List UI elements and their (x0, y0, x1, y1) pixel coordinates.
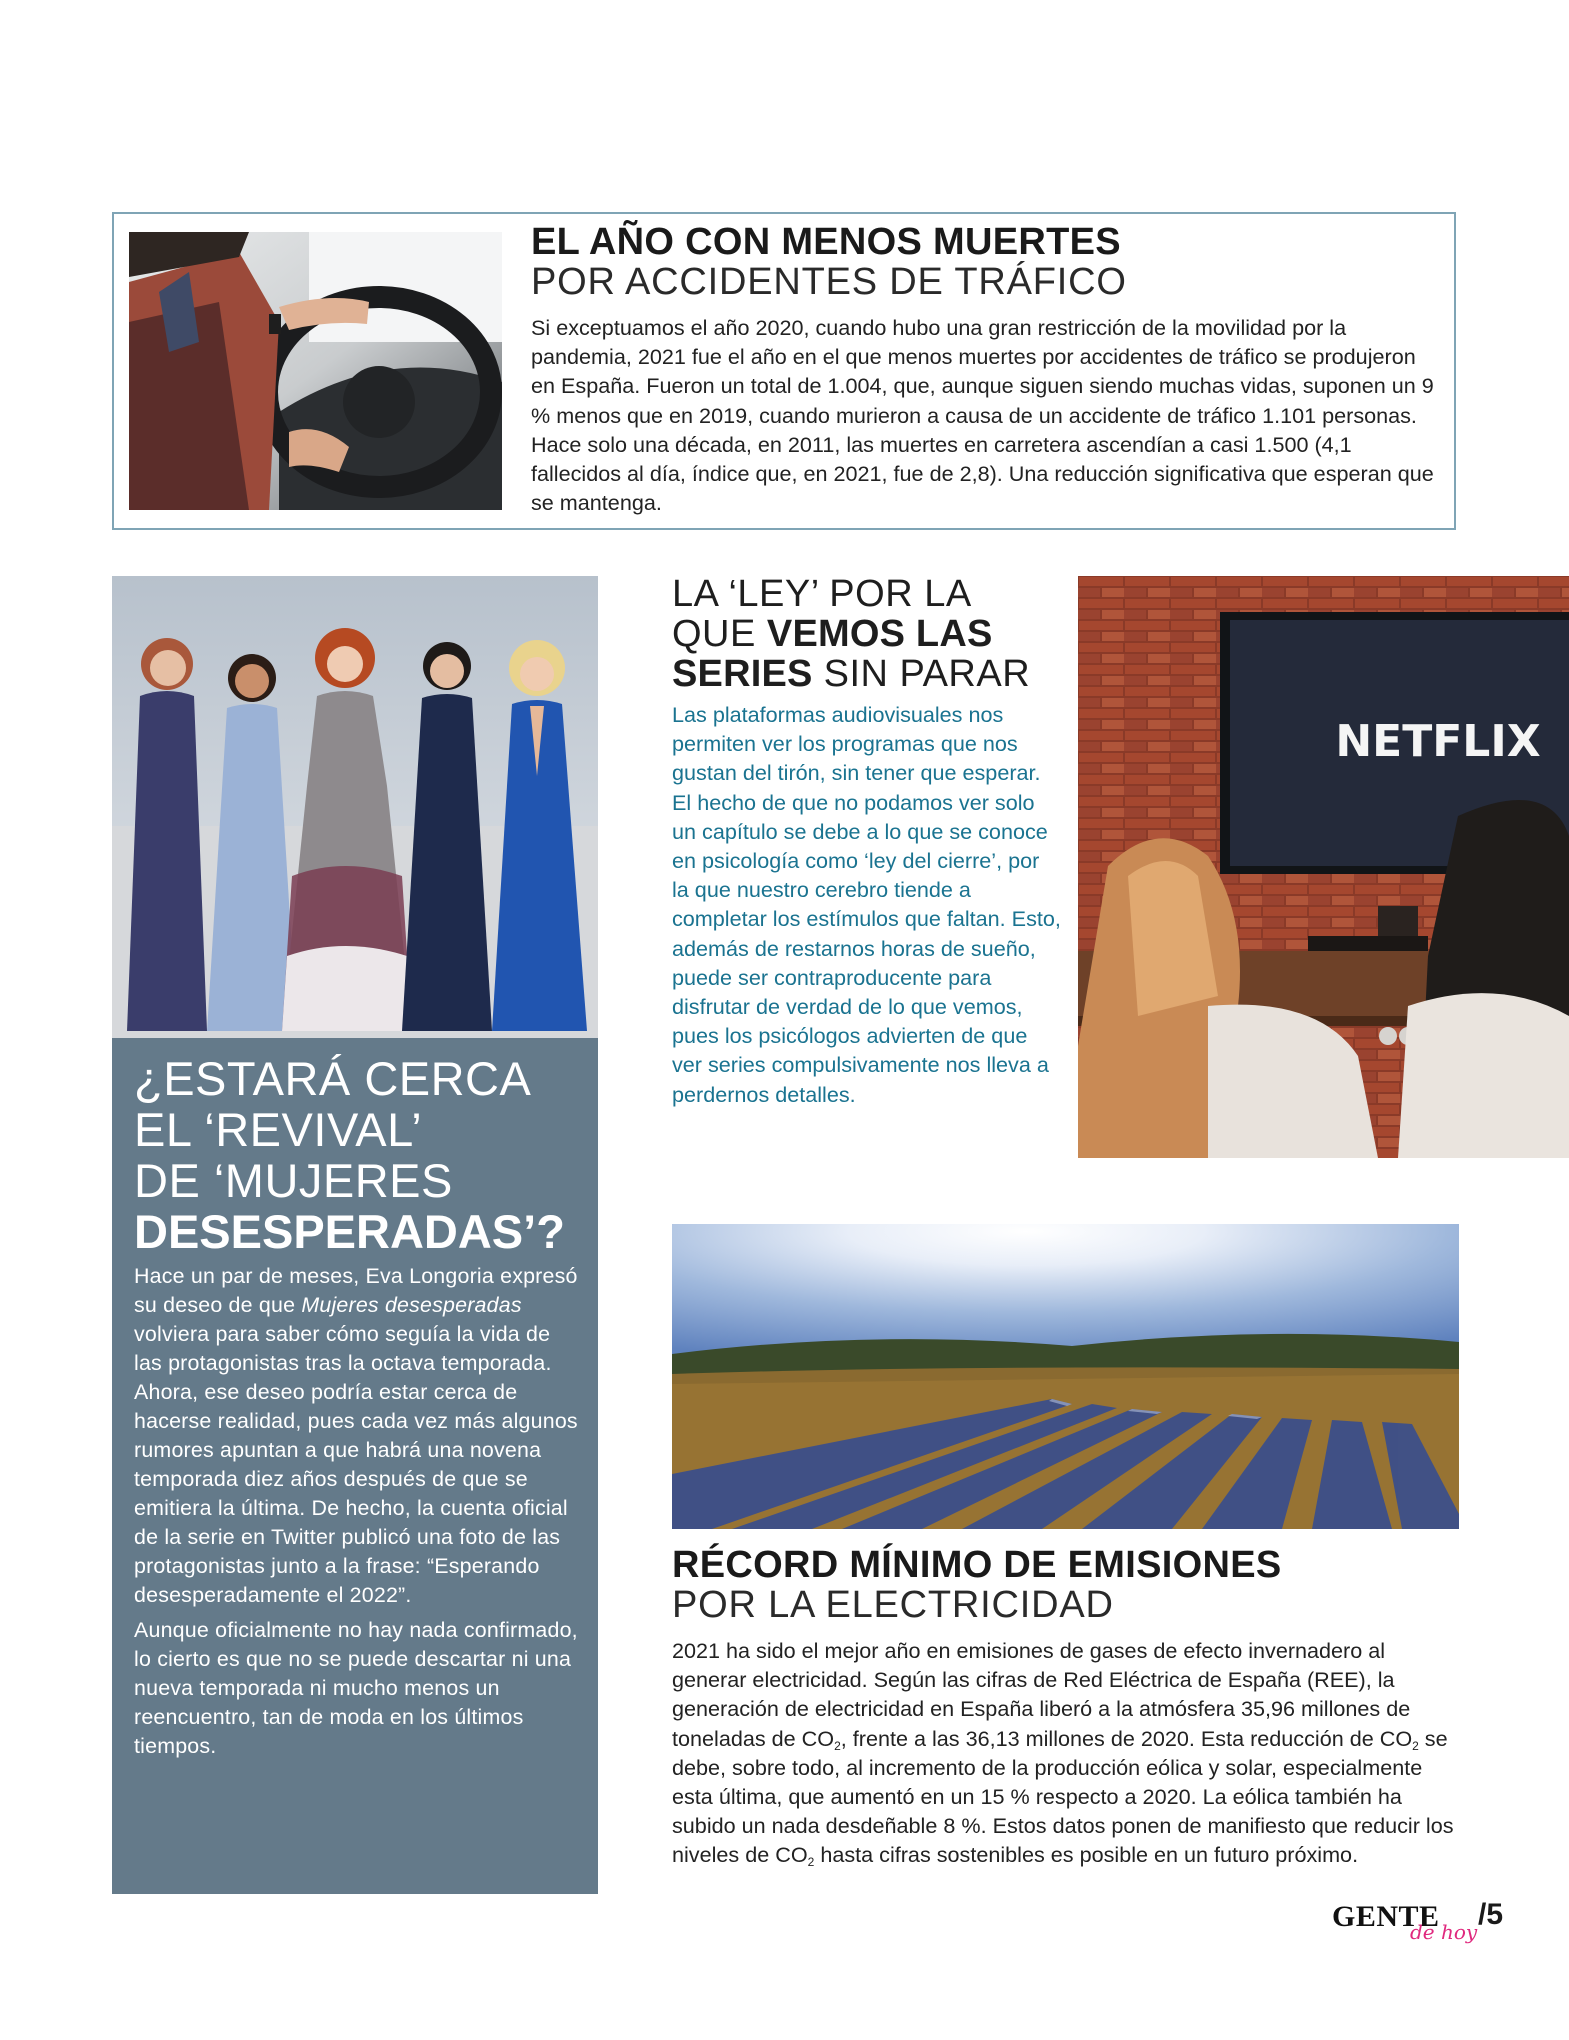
emisiones-headline (672, 1545, 1462, 1625)
mujeres-headline (134, 1053, 584, 1257)
magazine-brand-logo: GENTE (1332, 1900, 1440, 1933)
mujeres-body-text (134, 1262, 584, 1767)
mujeres-paragraph-2: Aunque oficialmente no hay nada confirmado, lo cierto es que no se puede descartar ni una nueva temporada ni mucho menos un reencuentro, tan de moda en los últimos tiempos. (134, 1618, 578, 1758)
netflix-tv-photo (1078, 576, 1569, 1158)
page-number: /5 (1478, 1898, 1504, 1931)
series-headline (672, 574, 1072, 694)
emisiones-title-bold: RÉCORD MÍNIMO DE EMISIONES (672, 1544, 1282, 1586)
co2-subscript: 2 (807, 1855, 815, 1870)
magazine-brand-subtitle: de hoy (1410, 1920, 1478, 1944)
driver-steering-wheel-photo (129, 232, 502, 510)
co2-subscript: 2 (1412, 1738, 1419, 1753)
page-footer (1332, 1896, 1532, 1956)
solar-farm-photo (672, 1224, 1459, 1529)
series-title-line-1: LA ‘LEY’ POR LA (672, 573, 972, 615)
netflix-logo: NETFLIX (1335, 716, 1541, 767)
series-body-text: Las plataformas audiovisuales nos permiten ver los programas que nos gustan del tirón, sin tener que esperar. El hecho de que no podamos ver solo un capítulo se debe a lo que se conoce en psicología como ‘ley del cierre’, por la que nuestro cerebro tiende a completar los estímulos que faltan. Esto, además de restarnos horas de sueño, puede ser contraproducente para disfrutar de verdad de lo que vemos, pues los psicólogos advierten de que ver series compulsivamente nos lleva a perdernos detalles. (672, 702, 1061, 1107)
mujeres-title-line-2: EL ‘REVIVAL’ (134, 1103, 423, 1156)
mujeres-p1-start: Hace un par de meses, Eva Longoria expresó su deseo de que (134, 1264, 578, 1317)
desperate-housewives-cast-photo (112, 576, 598, 1038)
mujeres-title-line-4: DESESPERADAS’? (134, 1205, 565, 1258)
emisiones-text-3: se debe, sobre todo, al incremento de la producción eólica y solar, especialmente esta última, que aumentó en un 15 % respecto a 2020. La eólica también ha subido un nada desdeñable 8 %. Estos datos ponen de manifiesto que reducir los niveles de CO (672, 1725, 1454, 1868)
emisiones-title-light: POR LA ELECTRICIDAD (672, 1584, 1114, 1626)
series-title-2a: QUE (672, 613, 767, 655)
emisiones-text-4: hasta cifras sostenibles es posible en un futuro próximo. (814, 1842, 1359, 1868)
traffic-body-text: Si exceptuamos el año 2020, cuando hubo una gran restricción de la movilidad por la pandemia, 2021 fue el año en el que menos muertes por accidentes de tráfico se produjeron en España. Fueron un total de 1.004, que, aunque siguen siendo muchas vidas, suponen un 9 % menos que en 2019, cuando murieron a causa de un accidente de tráfico 1.101 personas. Hace solo una década, en 2011, las muertes en carretera ascendían a casi 1.500 (4,1 fallecidos al día, índice que, en 2021, fue de 2,8). Una reducción significativa que esperan que se mantenga. (531, 315, 1434, 516)
mujeres-p1-end: volviera para saber cómo seguía la vida de las protagonistas tras la octava temporada. Ahora, ese deseo podría estar cerca de hacerse realidad, pues cada vez más algunos rumores apuntan a que habrá una novena temporada diez años después de que se emitiera la última. De hecho, la cuenta oficial de la serie en Twitter publicó una foto de las protagonistas junto a la frase: “Esperando desesperadamente el 2022”. (134, 1322, 578, 1607)
series-title-2b: VEMOS LAS (766, 613, 993, 655)
mujeres-series-title: Mujeres desesperadas (301, 1293, 522, 1317)
mujeres-title-line-1: ¿ESTARÁ CERCA (134, 1052, 532, 1105)
series-title-line-2 (672, 614, 1072, 654)
emisiones-text-2: , frente a las 36,13 millones de 2020. Esta reducción de CO (840, 1725, 1413, 1751)
traffic-headline (531, 222, 1431, 302)
series-title-3b: SIN PARAR (812, 653, 1031, 695)
series-title-3a: SERIES (672, 653, 813, 695)
traffic-title-light: POR ACCIDENTES DE TRÁFICO (531, 261, 1127, 303)
series-title-line-3 (672, 654, 1072, 694)
mujeres-title-line-3: DE ‘MUJERES (134, 1154, 453, 1207)
traffic-title-bold: EL AÑO CON MENOS MUERTES (531, 221, 1121, 263)
emisiones-body-text (672, 1636, 1462, 1870)
mujeres-paragraph-1 (134, 1262, 584, 1610)
co2-subscript: 2 (834, 1738, 841, 1753)
emisiones-text-1: 2021 ha sido el mejor año en emisiones de gases de efecto invernadero al generar electricidad. Según las cifras de Red Eléctrica de España (REE), la generación de electricidad en España liberó a la atmósfera 35,96 millones de toneladas de CO (672, 1638, 1411, 1751)
